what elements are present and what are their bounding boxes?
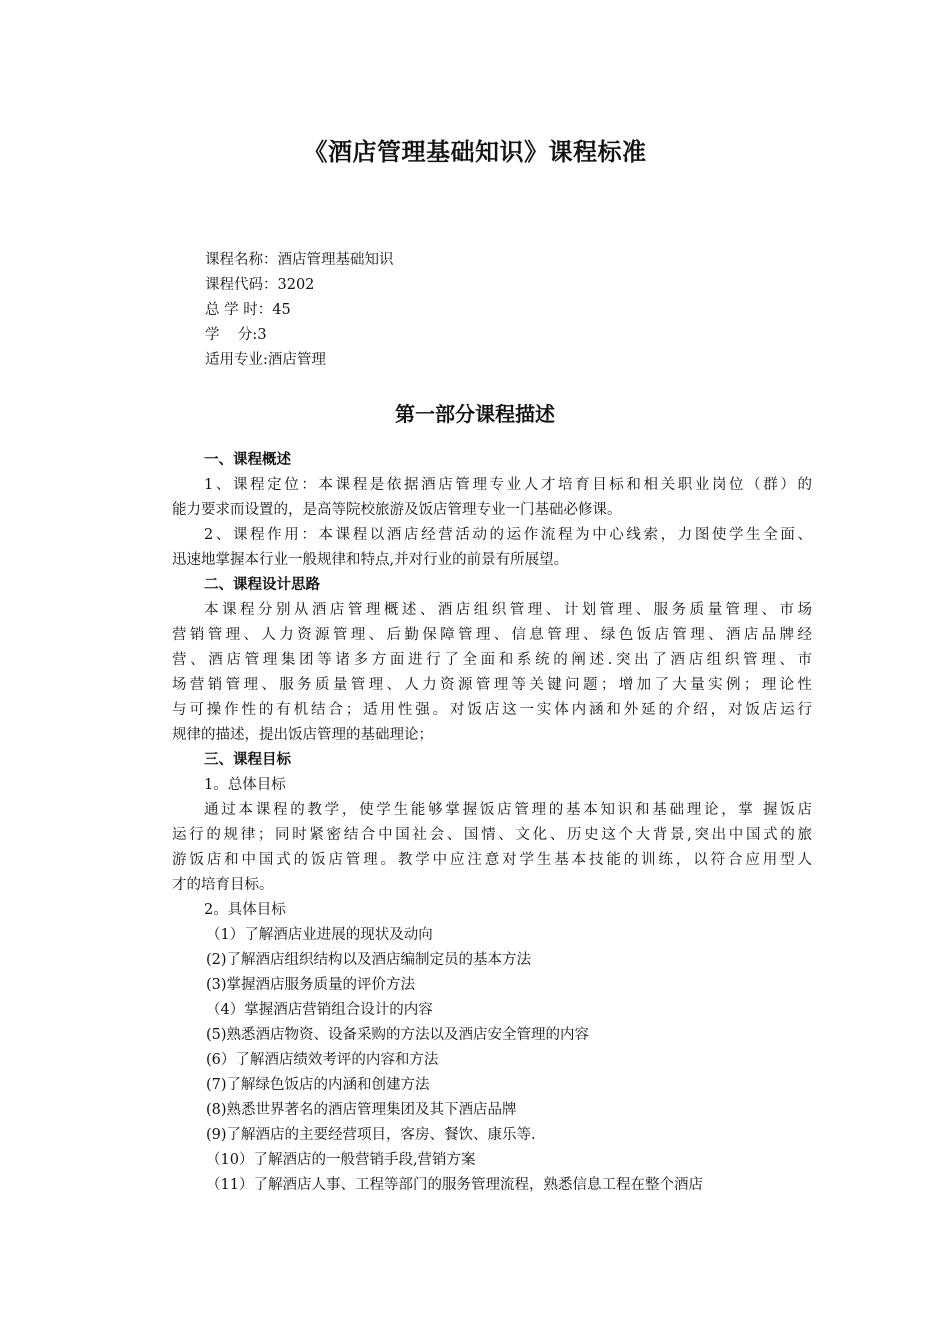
- subsection-label: 1。总体目标: [204, 777, 286, 793]
- list-item: (2)了解酒店组织结构以及酒店编制定员的基本方法: [206, 952, 532, 968]
- subsection-label: 2。具体目标: [204, 902, 286, 918]
- section-heading: 一、课程概述: [204, 452, 291, 468]
- list-item: (3)掌握酒店服务质量的评价方法: [206, 977, 416, 993]
- paragraph-line: 1、课程定位：本课程是依据酒店管理专业人才培育目标和相关职业岗位（群）的: [204, 477, 812, 493]
- applicable-major: 适用专业:酒店管理: [205, 352, 326, 368]
- list-item: (5)熟悉酒店物资、设备采购的方法以及酒店安全管理的内容: [206, 1027, 590, 1043]
- credits: 学 分:3: [205, 327, 267, 343]
- total-hours: 总 学 时：45: [205, 302, 291, 318]
- paragraph-line: 场营销管理、服务质量管理、人力资源管理等关键问题；增加了大量实例；理论性: [172, 677, 812, 693]
- course-name: 课程名称：酒店管理基础知识: [205, 252, 394, 268]
- paragraph-line: 营、酒店管理集团等诸多方面进行了全面和系统的阐述.突出了酒店组织管理、市: [172, 652, 812, 668]
- list-item: （4）掌握酒店营销组合设计的内容: [206, 1002, 433, 1018]
- paragraph-line: 营销管理、人力资源管理、后勤保障管理、信息管理、绿色饭店管理、酒店品牌经: [172, 627, 812, 643]
- paragraph-line: 运行的规律；同时紧密结合中国社会、国情、文化、历史这个大背景,突出中国式的旅: [172, 827, 812, 843]
- paragraph-line: 通过本课程的教学，使学生能够掌握饭店管理的基本知识和基础理论，掌 握饭店: [204, 802, 812, 818]
- list-item: (6）了解酒店绩效考评的内容和方法: [206, 1052, 439, 1068]
- document-body: [172, 448, 812, 1198]
- course-info: [205, 248, 394, 373]
- paragraph-line: 2、课程作用：本课程以酒店经营活动的运作流程为中心线索，力图使学生全面、: [204, 527, 812, 543]
- paragraph-line: 与可操作性的有机结合；适用性强。对饭店这一实体内涵和外延的介绍，对饭店运行: [172, 702, 812, 718]
- list-item: (8)熟悉世界著名的酒店管理集团及其下酒店品牌: [206, 1102, 517, 1118]
- list-item: （1）了解酒店业进展的现状及动向: [206, 927, 433, 943]
- course-code: 课程代码：3202: [205, 277, 315, 293]
- part-title: 第一部分课程描述: [395, 402, 555, 426]
- paragraph-line: 游饭店和中国式的饭店管理。教学中应注意对学生基本技能的训练，以符合应用型人: [172, 852, 812, 868]
- list-item: (7)了解绿色饭店的内涵和创建方法: [206, 1077, 430, 1093]
- paragraph-line: 规律的描述，提出饭店管理的基础理论；: [172, 727, 433, 743]
- list-item: (9)了解酒店的主要经营项目，客房、餐饮、康乐等.: [206, 1127, 536, 1143]
- paragraph-line: 迅速地掌握本行业一般规律和特点,并对行业的前景有所展望。: [172, 552, 569, 568]
- section-heading: 二、课程设计思路: [204, 577, 320, 593]
- list-item: （11）了解酒店人事、工程等部门的服务管理流程，熟悉信息工程在整个酒店: [206, 1177, 703, 1193]
- paragraph-line: 才的培育目标。: [172, 877, 274, 893]
- section-heading: 三、课程目标: [204, 752, 291, 768]
- paragraph-line: 本课程分别从酒店管理概述、酒店组织管理、计划管理、服务质量管理、市场: [204, 602, 812, 618]
- paragraph-line: 能力要求而设置的，是高等院校旅游及饭店管理专业一门基础必修课。: [172, 502, 622, 518]
- list-item: （10）了解酒店的一般营销手段,营销方案: [206, 1152, 476, 1168]
- document-title: 《酒店管理基础知识》课程标准: [303, 138, 647, 166]
